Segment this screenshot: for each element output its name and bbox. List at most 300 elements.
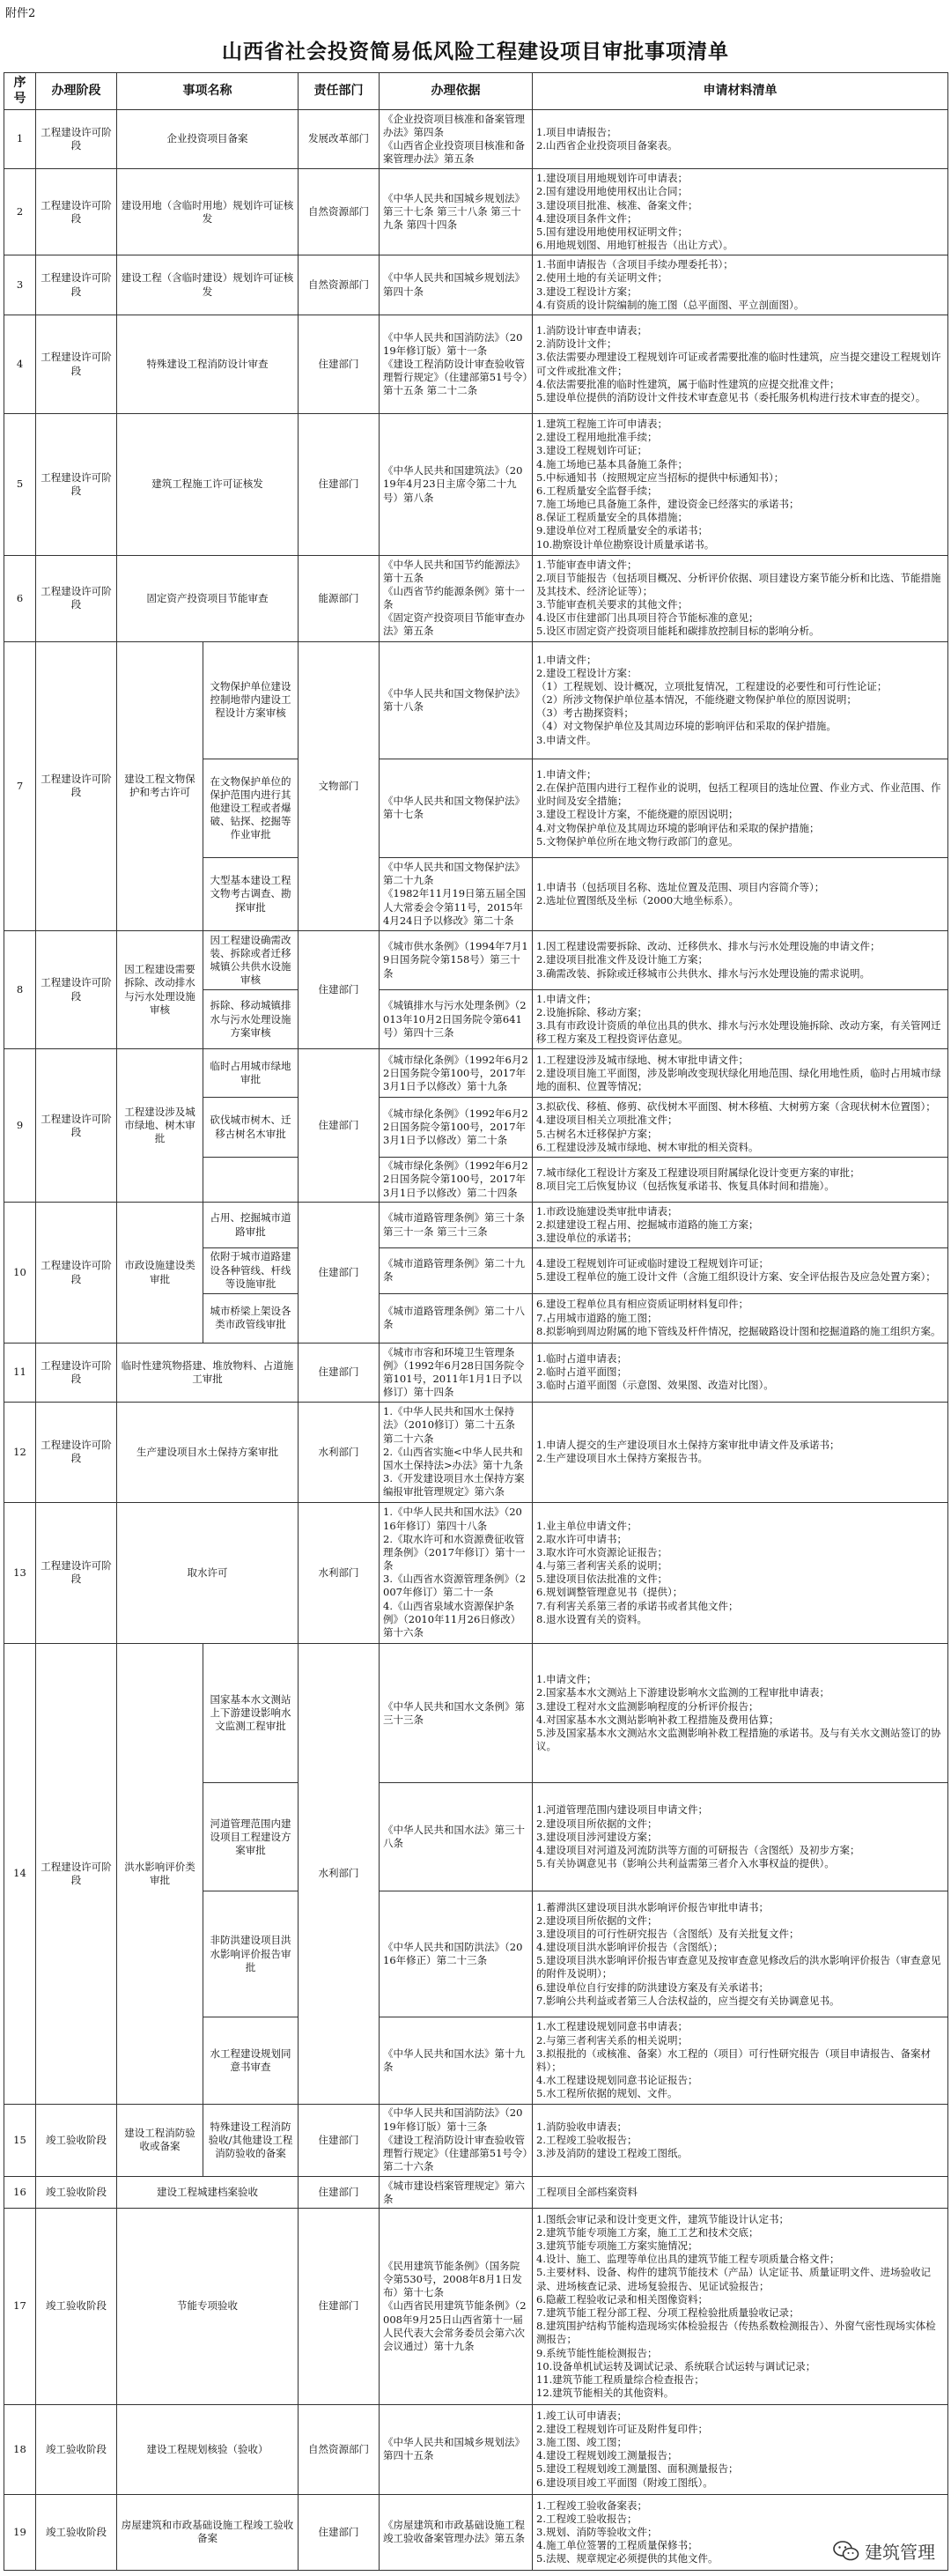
row-department: 住建部门	[299, 2494, 380, 2570]
header-no: 序号	[4, 73, 36, 110]
material-line: 4.施工场地已基本具备施工条件；	[536, 457, 688, 470]
table-body	[4, 109, 948, 2570]
material-line: 5.文物保护单位所在地文物行政部门的意见。	[536, 834, 739, 848]
basis-line: 《中华人民共和国城乡规划法》第四十条	[383, 271, 525, 298]
material-line: 1.节能审查申请文件；	[536, 558, 638, 571]
material-line: （3）考古勘探资料；	[536, 707, 634, 720]
row-sub-item-name: 在文物保护单位的保护范围内进行其他建设工程或者爆破、钻探、挖掘等作业审批	[203, 759, 299, 857]
row-department: 住建部门	[299, 2177, 380, 2209]
material-line: 7.城市绿化工程设计方案及工程建设项目附属绿化设计变更方案的审批；	[536, 1166, 860, 1179]
row-stage: 工程建设许可阶段	[36, 109, 117, 168]
material-line: 5.建设工程规划竣工测量图、面积测量报告；	[536, 2462, 739, 2476]
row-materials	[533, 2017, 948, 2104]
basis-line: 《城市道路管理条例》第三十条 第三十一条 第三十三条	[383, 1211, 525, 1238]
header-basis: 办理依据	[380, 73, 533, 110]
table-row	[4, 255, 948, 315]
row-number: 19	[4, 2494, 36, 2570]
basis-line: 《山西省企业投资项目核准和备案管理办法》第五条	[383, 139, 525, 166]
table-row	[4, 1049, 948, 1098]
row-department: 住建部门	[299, 2104, 380, 2177]
row-basis	[380, 1247, 533, 1293]
basis-line: 《城市道路管理条例》第二十九条	[383, 1257, 525, 1284]
row-sub-item-name: 砍伐城市树木、迁移古树名木审批	[203, 1098, 299, 1157]
row-department: 水利部门	[299, 1643, 380, 2104]
material-line: 2.生产建设项目水土保持方案报告书。	[536, 1452, 708, 1465]
material-line: 2.建设工程用地批准手续；	[536, 431, 658, 444]
row-sub-item-name: 文物保护单位建设控制地带内建设工程设计方案审核	[203, 641, 299, 759]
basis-line: 《城市建设档案管理规定》第六条	[383, 2179, 525, 2205]
material-line: 5.国有建设用地使用权证明文件；	[536, 225, 688, 238]
attachment-label: 附件2	[5, 7, 36, 20]
basis-line: 《中华人民共和国文物保护法》第十八条	[383, 686, 525, 713]
row-stage: 竣工验收阶段	[36, 2209, 117, 2404]
material-line: 1.工程建设涉及城市绿地、树木审批申请文件；	[536, 1053, 748, 1066]
basis-line: 《中华人民共和国建筑法》（2019年4月23日主席令第二十九号）第八条	[383, 464, 523, 504]
material-line: 10.勘察设计单位勘察设计质量承诺书。	[536, 537, 715, 551]
table-row	[4, 109, 948, 168]
row-stage: 工程建设许可阶段	[36, 1502, 117, 1643]
watermark-text: 建筑管理	[865, 2542, 935, 2563]
row-sub-item-name: 大型基本建设工程文物考古调查、勘探审批	[203, 858, 299, 931]
row-item-name: 取水许可	[117, 1502, 299, 1643]
row-materials	[533, 2404, 948, 2494]
row-number: 15	[4, 2104, 36, 2177]
row-materials	[533, 255, 948, 315]
material-line: 1.蓄滞洪区建设项目洪水影响评价报告审批申请书；	[536, 1900, 769, 1913]
material-line: 6.工程建设涉及城市绿地、树木审批的相关资料。	[536, 1140, 759, 1153]
basis-line: 1.《中华人民共和国水土保持法》（2010修订）第二十五条 第二十六条	[383, 1405, 516, 1445]
basis-line: 2.《山西省实施<中华人民共和国水土保持法>办法》第十九条	[383, 1445, 524, 1471]
material-line: 3.申请文件。	[536, 733, 597, 746]
material-line: 1.消防验收申请表；	[536, 2120, 627, 2133]
material-line: （2）所涉文物保护单位基本情况，不能绕避文物保护单位的原因说明；	[536, 693, 857, 707]
row-materials	[533, 2209, 948, 2404]
material-line: 4.施工单位签署的工程质量保修书；	[536, 2539, 698, 2552]
material-line: 3.建设工程设计方案；	[536, 285, 638, 298]
material-line: 1.图纸会审记录和设计变更文件，建筑节能设计认定书；	[536, 2212, 789, 2225]
table-row	[4, 414, 948, 555]
row-item-name: 建设工程规划核验（验收）	[117, 2404, 299, 2494]
material-line: 7.施工场地已具备施工条件，建设资金已经落实的承诺书；	[536, 498, 800, 511]
basis-line: 《中华人民共和国文物保护法》第十七条	[383, 795, 525, 821]
row-number: 1	[4, 109, 36, 168]
basis-line: 2.《取水许可和水资源费征收管理条例》（2017年修订）第十一条	[383, 1532, 526, 1573]
row-stage: 工程建设许可阶段	[36, 930, 117, 1048]
material-line: 3.涉及消防的建设工程竣工图纸。	[536, 2146, 688, 2159]
row-basis	[380, 990, 533, 1049]
material-line: 3.拟报批的（或核准、备案）水工程的（项目）可行性研究报告（项目申请报告、备案材料）；	[536, 2047, 931, 2073]
material-line: 1.书面申请报告（含项目手续办理委托书）；	[536, 258, 734, 271]
row-basis	[380, 2104, 533, 2177]
material-line: 2.建设项目所依据的文件；	[536, 1817, 658, 1830]
row-number: 9	[4, 1049, 36, 1203]
table-row	[4, 1402, 948, 1502]
row-number: 13	[4, 1502, 36, 1643]
row-stage: 竣工验收阶段	[36, 2404, 117, 2494]
material-line: 2.取水许可申请书；	[536, 1532, 627, 1545]
row-basis	[380, 315, 533, 413]
material-line: 11.建筑节能工程质量综合检查报告；	[536, 2372, 704, 2386]
basis-line: 4.《山西省泉域水资源保护条例》（2010年11月26日修改）第十六条	[383, 1599, 521, 1639]
basis-line: 《固定资产投资项目节能审查办法》第五条	[383, 611, 525, 638]
material-line: 3.拟砍伐、移植、修剪、砍伐树木平面图、树木移植、大树剪方案（含现状树木位置图）；	[536, 1100, 936, 1114]
material-line: 2.国家基本水文测站上下游建设影响水文监测的工程审批申请表；	[536, 1686, 829, 1699]
row-materials	[533, 1098, 948, 1157]
row-number: 3	[4, 255, 36, 315]
basis-line: 《中华人民共和国文物保护法》第二十九条	[383, 861, 525, 887]
material-line: 4.设计、施工、监理等单位出具的建筑节能工程专项质量合格文件；	[536, 2253, 840, 2266]
row-department: 住建部门	[299, 315, 380, 413]
table-row	[4, 2494, 948, 2570]
material-line: 2.国有建设用地使用权出让合同；	[536, 185, 688, 198]
row-sub-item-name: 占用、挖掘城市道路审批	[203, 1203, 299, 1248]
material-line: 3.确需改装、拆除或迁移城市公共供水、排水与污水处理设施的需求说明。	[536, 966, 870, 980]
material-line: 2.临时占道平面图；	[536, 1366, 627, 1379]
row-stage: 工程建设许可阶段	[36, 414, 117, 555]
row-number: 4	[4, 315, 36, 413]
material-line: 8.建筑围护结构节能构造现场实体检验报告（传热系数检测报告）、外窗气密性现场实体检测报告；	[536, 2320, 936, 2346]
basis-line: 《城市供水条例》（1994年7月19日国务院令第158号）第三十条	[383, 940, 528, 980]
row-materials	[533, 1402, 948, 1502]
row-department: 文物部门	[299, 641, 380, 930]
basis-line: 《建设工程消防设计审查验收管理暂行规定》（住建部第51号令）第十五条 第二十二条	[383, 357, 528, 397]
material-line: （4）对文物保护单位及其周边环境的影响评估和采取的保护措施。	[536, 720, 837, 733]
row-sub-item-name: 因工程建设确需改装、拆除或者迁移城镇公共供水设施审核	[203, 930, 299, 989]
row-stage: 工程建设许可阶段	[36, 255, 117, 315]
material-line: 12.建筑节能相关的其他资料。	[536, 2387, 675, 2400]
row-item-name: 特殊建设工程消防设计审查	[117, 315, 299, 413]
row-department: 自然资源部门	[299, 255, 380, 315]
material-line: 2.消防设计文件；	[536, 337, 617, 351]
material-line: 5.建设工程单位的施工设计文件（含施工组织设计方案、安全评估报告及应急处置方案）；	[536, 1270, 936, 1284]
material-line: 1.水工程建设规划同意书申请表；	[536, 2020, 688, 2033]
row-materials	[533, 641, 948, 759]
row-department: 住建部门	[299, 2209, 380, 2404]
row-item-name: 建设工程（含临时建设）规划许可证核发	[117, 255, 299, 315]
basis-line: 《城市市容和环境卫生管理条例》（1992年6月28日国务院令第101号，2011年1月1日予以修订）第十四条	[383, 1345, 525, 1399]
table-row	[4, 2104, 948, 2177]
row-stage: 竣工验收阶段	[36, 2494, 117, 2570]
table-row	[4, 2404, 948, 2494]
table-row	[4, 2209, 948, 2404]
material-line: 5.古树名木迁移保护方案；	[536, 1127, 658, 1140]
material-line: 2.山西省企业投资项目备案表。	[536, 139, 678, 152]
material-line: 1.建设项目用地规划许可申请表；	[536, 172, 688, 185]
row-item-name: 临时性建筑物搭建、堆放物料、占道施工审批	[117, 1343, 299, 1402]
row-materials	[533, 990, 948, 1049]
material-line: 1.申请文件；	[536, 767, 597, 781]
material-line: 4.建设工程规划竣工测量报告；	[536, 2449, 678, 2462]
material-line: 4.依法需要批准的临时性建筑，属于临时性建筑的应提交批准文件；	[536, 377, 840, 390]
material-line: 7.占用城市道路的施工图；	[536, 1311, 658, 1324]
row-basis	[380, 1643, 533, 1783]
material-line: 1.工程竣工验收备案表；	[536, 2498, 647, 2512]
material-line: 2.工程竣工验收报告；	[536, 2512, 638, 2525]
row-item-name: 房屋建筑和市政基础设施工程竣工验收备案	[117, 2494, 299, 2570]
row-materials	[533, 315, 948, 413]
material-line: 1.项目申请报告；	[536, 125, 617, 138]
material-line: 2.使用土地的有关证明文件；	[536, 271, 667, 285]
material-line: 4.建设项目洪水影响评价报告（含图纸）；	[536, 1941, 724, 1954]
row-materials	[533, 1247, 948, 1293]
material-line: 3.具有市政设计资质的单位出具的供水、排水与污水处理设施拆除、改动方案，有关管网迁移工程方案及工程投资评估意见。	[536, 1019, 941, 1046]
basis-line: 《中华人民共和国防洪法》（2016年修正）第二十三条	[383, 1941, 523, 1967]
row-item-name: 生产建设项目水土保持方案审批	[117, 1402, 299, 1502]
material-line: 1.申请文件；	[536, 992, 597, 1005]
row-department: 自然资源部门	[299, 169, 380, 255]
row-basis	[380, 1098, 533, 1157]
row-department: 住建部门	[299, 930, 380, 1048]
row-number: 12	[4, 1402, 36, 1502]
row-materials	[533, 1343, 948, 1402]
row-number: 2	[4, 169, 36, 255]
row-materials	[533, 169, 948, 255]
row-stage: 工程建设许可阶段	[36, 555, 117, 641]
row-sub-item-name: 依附于城市道路建设各种管线、杆线等设施审批	[203, 1247, 299, 1293]
material-line: 3.建设项目的可行性研究报告（含图纸）及有关批复文件；	[536, 1927, 800, 1940]
material-line: 4.水工程建设规划同意书论证报告；	[536, 2074, 698, 2087]
material-line: 3.建设工程设计方案，不能绕避的原因说明；	[536, 808, 739, 821]
basis-line: 《城市绿化条例》（1992年6月22日国务院令第100号，2017年3月1日予以修改）第十九条	[383, 1053, 528, 1092]
row-materials	[533, 1643, 948, 1783]
material-line: 5.水工程所依据的规划、文件。	[536, 2087, 678, 2100]
material-line: 1.申请人提交的生产建设项目水土保持方案审批申请文件及承诺书；	[536, 1439, 840, 1452]
row-item-name: 建筑工程施工许可证核发	[117, 414, 299, 555]
material-line: 1.临时占道申请表；	[536, 1352, 627, 1366]
row-stage: 工程建设许可阶段	[36, 1343, 117, 1402]
material-line: 6.隐蔽工程验收记录和相关图像资料；	[536, 2292, 708, 2306]
material-line: 5.设区市固定资产投资项目能耗和碳排放控制目标的影响分析。	[536, 625, 820, 638]
row-stage: 竣工验收阶段	[36, 2177, 117, 2209]
header-item: 事项名称	[117, 73, 299, 110]
row-number: 17	[4, 2209, 36, 2404]
material-line: 8.退水设置有关的资料。	[536, 1612, 647, 1625]
row-number: 10	[4, 1203, 36, 1344]
material-line: 7.影响公共利益或者第三人合法权益的，应当提交有关协调意见书。	[536, 1994, 840, 2007]
material-line: 2.项目节能报告（包括项目概况、分析评价依据、项目建设方案节能分析和比选、节能措施及其技术、经济论证等）；	[536, 571, 941, 597]
row-department: 住建部门	[299, 414, 380, 555]
material-line: 6.用地规划图、用地钉桩报告（出让方式）。	[536, 239, 734, 252]
material-line: 9.系统节能性能检测报告；	[536, 2346, 658, 2359]
row-materials	[533, 1891, 948, 2017]
row-department: 自然资源部门	[299, 2404, 380, 2494]
material-line: 5.涉及国家基本水文测站水文监测影响补救工程措施的承诺书。及与有关水文测站签订的协议。	[536, 1726, 941, 1753]
row-basis	[380, 2209, 533, 2404]
basis-line: 《中华人民共和国节约能源法》第十五条	[383, 558, 525, 584]
material-line: 2.建设项目施工平面图，涉及影响改变现状绿化用地范围、绿化用地性质，临时占用城市绿地的面积、位置等情况；	[536, 1066, 941, 1092]
row-item-name: 洪水影响评价类审批	[117, 1643, 203, 2104]
row-department: 水利部门	[299, 1402, 380, 1502]
row-basis	[380, 1402, 533, 1502]
material-line: 10.设备单机试运转及调试记录、系统联合试运转与调试记录；	[536, 2359, 816, 2372]
table-header-row	[4, 73, 948, 110]
row-department: 水利部门	[299, 1502, 380, 1643]
row-basis	[380, 641, 533, 759]
row-stage: 竣工验收阶段	[36, 2104, 117, 2177]
table-row	[4, 555, 948, 641]
material-line: 5.建设项目依法批准的文件；	[536, 1573, 667, 1586]
material-line: 4.对文物保护单位及其周边环境的影响评估和采取的保护措施；	[536, 821, 820, 834]
wechat-logo-icon	[833, 2540, 859, 2563]
row-number: 8	[4, 930, 36, 1048]
row-department: 能源部门	[299, 555, 380, 641]
table-row	[4, 1502, 948, 1643]
material-line: 1.申请书（包括项目名称、选址位置及范围、项目内容简介等）；	[536, 880, 825, 893]
row-materials	[533, 930, 948, 989]
row-number: 18	[4, 2404, 36, 2494]
table-row	[4, 641, 948, 759]
row-number: 16	[4, 2177, 36, 2209]
row-materials	[533, 1293, 948, 1343]
basis-line: 3.《开发建设项目水土保持方案编报审批管理规定》第六条	[383, 1472, 525, 1499]
row-department: 住建部门	[299, 1343, 380, 1402]
basis-line: 《城镇排水与污水处理条例》（2013年10月2日国务院令第641号）第四十三条	[383, 999, 527, 1039]
material-line: 5.建设单位提供的消防设计文件技术审查意见书（委托服务机构进行技术审查的提交）。	[536, 390, 926, 403]
row-stage: 工程建设许可阶段	[36, 1643, 117, 2104]
row-stage: 工程建设许可阶段	[36, 1402, 117, 1502]
row-number: 11	[4, 1343, 36, 1402]
material-line: 4.建设项目对河道及河流防洪等方面的可研报告（含图纸）及初步方案；	[536, 1843, 860, 1856]
row-sub-item-name: 水工程建设规划同意书审查	[203, 2017, 299, 2104]
row-sub-item-name: 河道管理范围内建设项目工程建设方案审批	[203, 1783, 299, 1891]
material-line: 2.选址位置图纸及坐标（2000大地坐标系）。	[536, 894, 739, 907]
table-row	[4, 169, 948, 255]
material-line: 1.业主单位申请文件；	[536, 1519, 638, 1532]
basis-line: 《中华人民共和国城乡规划法》第三十七条 第三十八条 第三十九条 第四十四条	[383, 191, 525, 232]
basis-line: 《城市道路管理条例》第二十八条	[383, 1305, 525, 1331]
header-stage: 办理阶段	[36, 73, 117, 110]
row-basis	[380, 1049, 533, 1098]
table-row	[4, 315, 948, 413]
basis-line: 《1982年11月19日第五届全国人大常委会令第11号，2015年4月24日予以修改》第二十条	[383, 887, 527, 927]
table-row	[4, 930, 948, 989]
material-line: 6.规划调整管理意见书（提供）；	[536, 1586, 683, 1599]
material-line: 8.保证工程质量安全的具体措施；	[536, 511, 688, 524]
basis-line: 《山西省节约能源条例》第十一条	[383, 584, 525, 611]
material-line: 7.建筑节能工程分部工程、分项工程检验批质量验收记录；	[536, 2306, 800, 2319]
material-line: 3.规划、消防等验收文件；	[536, 2525, 658, 2538]
material-line: 2.拟建建设工程占用、挖掘城市道路的施工方案；	[536, 1218, 759, 1231]
row-materials	[533, 1157, 948, 1203]
material-line: 4.设区市住建部门出具项目符合节能标准的意见；	[536, 611, 759, 625]
material-line: 8.项目完工后恢复协议（包括恢复承诺书、恢复具体时间和措施）。	[536, 1179, 835, 1192]
row-basis	[380, 169, 533, 255]
material-line: 3.依法需要办理建设工程规划许可证或者需要批准的临时性建筑，应当提交建设工程规划许可文件或批准文件；	[536, 351, 941, 377]
material-line: 2.在保护范围内进行工程作业的说明，包括工程项目的选址位置、作业方式、作业范围、作业时间及安全措施；	[536, 781, 941, 808]
row-basis	[380, 1203, 533, 1248]
basis-line: 《中华人民共和国城乡规划法》第四十五条	[383, 2436, 525, 2462]
basis-line: 3.《山西省水资源管理条例》（2007年修订）第二十一条	[383, 1573, 527, 1599]
row-number: 7	[4, 641, 36, 930]
row-sub-item-name	[203, 1157, 299, 1203]
material-line: 2.建设工程规划许可证及附件复印件；	[536, 2422, 708, 2435]
material-line: 4.对国家基本水文测站影响补救工程措施及费用估算；	[536, 1713, 779, 1726]
material-line: 3.临时占道平面图（示意图、效果图、改造对比图）。	[536, 1379, 774, 1392]
row-materials	[533, 555, 948, 641]
row-stage: 工程建设许可阶段	[36, 1203, 117, 1344]
material-line: 3.建设项目涉河建设方案；	[536, 1830, 658, 1843]
material-line: 3.节能审查机关要求的其他文件；	[536, 598, 688, 611]
row-basis	[380, 255, 533, 315]
row-basis	[380, 1157, 533, 1203]
material-line: 1.申请文件；	[536, 653, 597, 666]
material-line: 3.施工图、竣工图；	[536, 2436, 627, 2449]
material-line: 6.建设项目竣工平面图（附竣工图纸）。	[536, 2476, 713, 2489]
basis-line: 《民用建筑节能条例》（国务院令第530号，2008年8月1日发布）第十七条	[383, 2259, 522, 2299]
row-item-name: 节能专项验收	[117, 2209, 299, 2404]
material-line: 6.建设单位自行安排的防洪建设方案及有关承诺书；	[536, 1980, 769, 1994]
row-materials	[533, 858, 948, 931]
row-materials	[533, 1502, 948, 1643]
row-sub-item-name: 国家基本水文测站上下游建设影响水文监测工程审批	[203, 1643, 299, 1783]
material-line: 8.拟影响到周边附属的地下管线及杆件情况，挖掘破路设计图和挖掘道路的施工组织方案。	[536, 1324, 941, 1337]
row-materials	[533, 2177, 948, 2209]
row-basis	[380, 1343, 533, 1402]
row-stage: 工程建设许可阶段	[36, 641, 117, 930]
basis-line: 《城市绿化条例》（1992年6月22日国务院令第100号，2017年3月1日予以修改）第二十条	[383, 1107, 528, 1147]
material-line: 1.市政设施建设类审批申请表；	[536, 1204, 678, 1218]
basis-line: 《企业投资项目核准和备案管理办法》第四条	[383, 112, 525, 138]
row-stage: 工程建设许可阶段	[36, 1049, 117, 1203]
material-line: 1.河道管理范围内建设项目申请文件；	[536, 1803, 708, 1817]
table-row	[4, 1203, 948, 1248]
material-line: 2.建筑节能专项施工方案，施工工艺和技术交底；	[536, 2225, 759, 2239]
row-basis	[380, 555, 533, 641]
material-line: 4.有资质的设计院编制的施工图（总平面图、平立剖面图）。	[536, 298, 805, 311]
material-line: 1.竣工认可申请表；	[536, 2409, 627, 2422]
material-line: 3.建筑节能专项施工方案实施情况；	[536, 2239, 698, 2253]
material-line: 工程项目全部档案资料	[536, 2186, 638, 2199]
row-item-name: 固定资产投资项目节能审查	[117, 555, 299, 641]
row-basis	[380, 1293, 533, 1343]
material-line: 1.消防设计审查申请表；	[536, 324, 647, 337]
header-dept: 责任部门	[299, 73, 380, 110]
row-stage: 工程建设许可阶段	[36, 169, 117, 255]
material-line: 1.申请文件；	[536, 1673, 597, 1686]
basis-line: 《中华人民共和国消防法》（2019年修订版）第十三条	[383, 2106, 523, 2133]
row-sub-item-name: 临时占用城市绿地审批	[203, 1049, 299, 1098]
material-line: 2.建设工程设计方案：	[536, 666, 638, 679]
row-item-name: 建设工程文物保护和考古许可	[117, 641, 203, 930]
row-basis	[380, 759, 533, 857]
row-basis	[380, 1783, 533, 1891]
header-materials: 申请材料清单	[533, 73, 948, 110]
material-line: 5.主要材料、设备、构件的建筑节能技术（产品）认定证书、质量证明文件、进场验收记录、进场核查记录、进场复验报告、见证试验报告；	[536, 2266, 931, 2292]
basis-line: 《中华人民共和国水法》第三十八条	[383, 1824, 525, 1850]
row-materials	[533, 2104, 948, 2177]
row-number: 6	[4, 555, 36, 641]
row-sub-item-name: 非防洪建设项目洪水影响评价报告审批	[203, 1891, 299, 2017]
material-line: 2.工程竣工验收报告；	[536, 2133, 638, 2146]
material-line: 5.中标通知书（按照规定应当招标的提供中标通知书）；	[536, 470, 785, 484]
row-sub-item-name: 特殊建设工程消防验收/其他建设工程消防验收的备案	[203, 2104, 299, 2177]
row-materials	[533, 759, 948, 857]
material-line: 2.建设项目批准文件及设计施工方案；	[536, 953, 708, 966]
material-line: 5.法规、规章规定必须提供的其他文件。	[536, 2552, 719, 2565]
material-line: 5.建设项目洪水影响评价报告审查意见及按审查意见修改后的洪水影响评价报告（审查意见的附件及说明）；	[536, 1954, 941, 1980]
row-item-name: 因工程建设需要拆除、改动排水与污水处理设施审核	[117, 930, 203, 1048]
material-line: 2.建设项目所依据的文件；	[536, 1913, 658, 1927]
row-basis	[380, 1891, 533, 2017]
material-line: 5.有关协调意见书（影响公共利益需第三者介入水事权益的提供）。	[536, 1857, 835, 1870]
material-line: 6.建设工程单位具有相应资质证明材料复印件；	[536, 1298, 748, 1311]
basis-line: 《山西省民用建筑节能条例》（2008年9月25日山西省第十一届人民代表大会常务委员会第六次会议通过）第十九条	[383, 2299, 527, 2352]
row-department: 住建部门	[299, 1049, 380, 1203]
material-line: 7.有利害关系第三者的承诺书或者其他文件；	[536, 1599, 739, 1612]
material-line: 4.建设项目条件文件；	[536, 211, 638, 225]
row-item-name: 建设工程城建档案验收	[117, 2177, 299, 2209]
material-line: 4.与第三者利害关系的说明；	[536, 1559, 667, 1573]
